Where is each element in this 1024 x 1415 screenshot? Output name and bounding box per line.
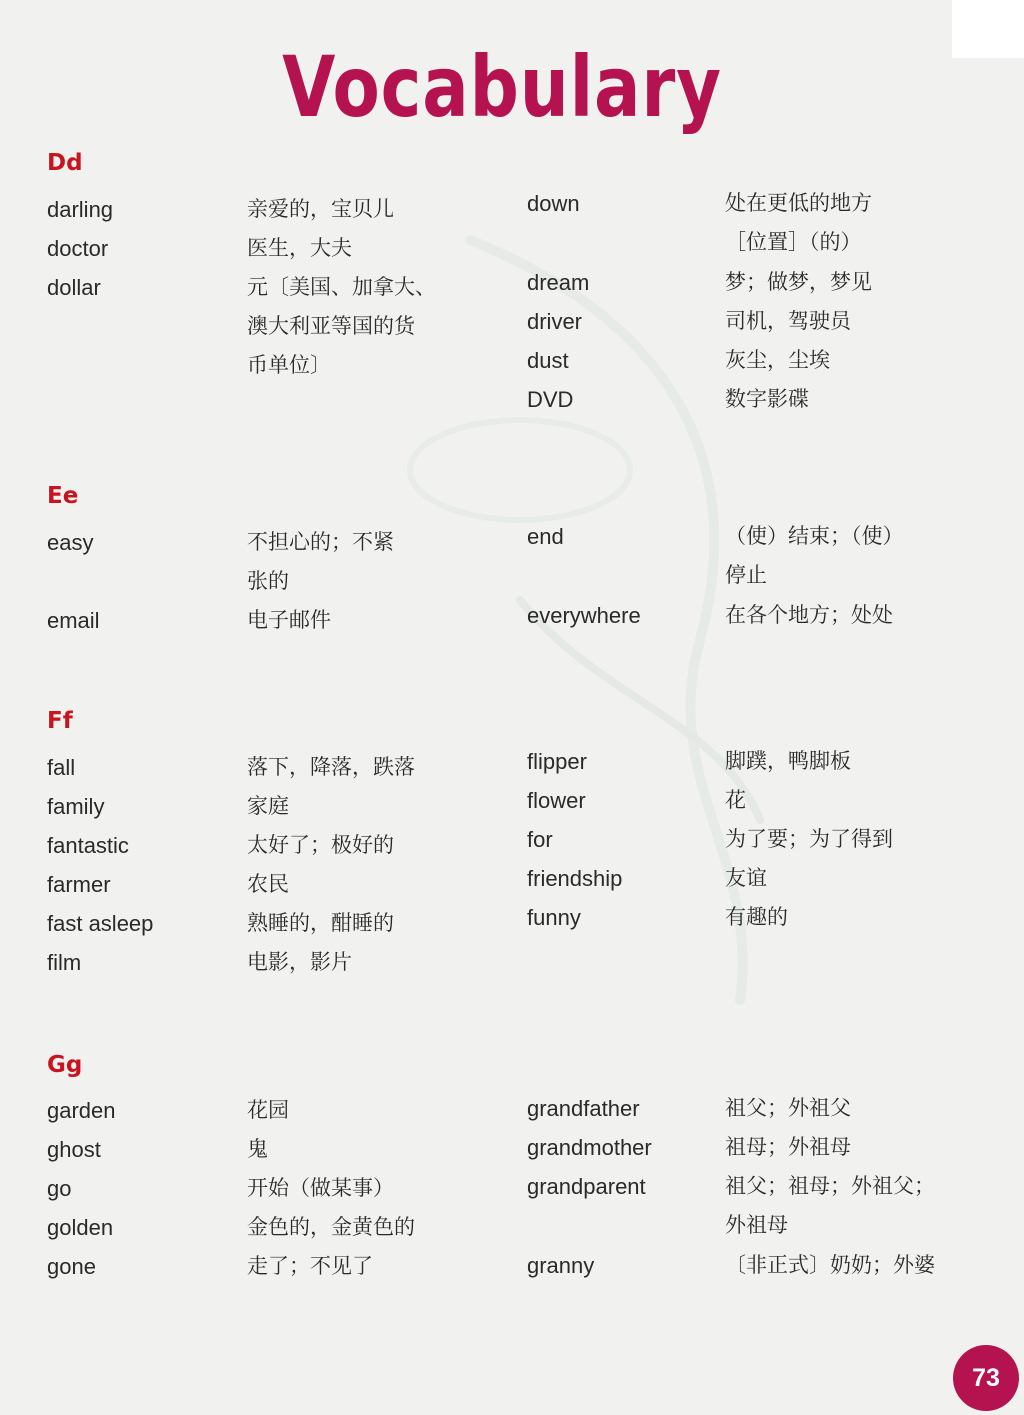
word: darling	[47, 197, 114, 222]
word: garden	[47, 1098, 116, 1123]
word: farmer	[47, 872, 111, 897]
word: funny	[527, 905, 581, 930]
word: friendship	[527, 866, 623, 891]
word: DVD	[527, 387, 574, 412]
meaning	[725, 596, 893, 635]
section-letter-e: Ee	[47, 483, 79, 509]
meaning	[247, 748, 415, 787]
meaning	[725, 302, 851, 341]
meaning-line: 元〔美国、加拿大、	[247, 275, 436, 299]
meaning-line: 脚蹼，鸭脚板	[725, 749, 851, 773]
word: grandfather	[527, 1096, 640, 1121]
meaning-line: 处在更低的地方	[725, 191, 872, 215]
meaning	[247, 904, 394, 943]
meaning	[247, 523, 394, 601]
meaning	[247, 229, 352, 268]
word: grandmother	[527, 1135, 652, 1160]
meaning-line: 太好了；极好的	[247, 833, 394, 857]
page-number-badge: 73	[953, 1345, 1019, 1411]
page-title: Vocabulary	[282, 38, 722, 136]
word: grandparent	[527, 1174, 646, 1199]
meaning-line: 张的	[247, 569, 289, 594]
meaning	[247, 268, 436, 386]
word: end	[527, 524, 564, 549]
meaning-line: 在各个地方；处处	[725, 603, 893, 627]
meaning-line: 梦；做梦，梦见	[725, 270, 872, 294]
word: dollar	[47, 275, 101, 300]
meaning-line: 落下，降落，跌落	[247, 755, 415, 779]
meaning-line: 亲爱的，宝贝儿	[247, 197, 394, 221]
meaning	[247, 1091, 289, 1130]
meaning	[725, 742, 851, 781]
meaning	[725, 517, 904, 595]
meaning	[725, 380, 809, 419]
meaning-line: 有趣的	[725, 905, 788, 929]
word: go	[47, 1176, 72, 1201]
meaning-line: 开始（做某事）	[247, 1176, 394, 1200]
word: driver	[527, 309, 583, 334]
meaning-line: 电影，影片	[247, 950, 352, 974]
page-corner	[952, 0, 1024, 58]
word: golden	[47, 1215, 114, 1240]
meaning	[247, 601, 331, 640]
word: dream	[527, 270, 590, 295]
meaning	[725, 1167, 935, 1245]
meaning-line: 电子邮件	[247, 608, 331, 632]
meaning-line: 医生，大夫	[247, 236, 352, 260]
meaning	[247, 190, 394, 229]
meaning	[725, 341, 830, 380]
meaning-line: 祖父；外祖父	[725, 1096, 851, 1120]
meaning-line: 金色的，金黄色的	[247, 1215, 415, 1239]
meaning	[725, 184, 872, 262]
meaning-line: 不担心的；不紧	[247, 530, 394, 554]
word: granny	[527, 1253, 595, 1278]
meaning-line: 灰尘，尘埃	[725, 348, 830, 372]
meaning-line: 澳大利亚等国的货	[247, 314, 415, 339]
word: email	[47, 608, 100, 633]
meaning-line: 币单位〕	[247, 353, 331, 378]
meaning	[247, 1169, 394, 1208]
meaning	[247, 1247, 373, 1286]
meaning	[247, 826, 394, 865]
meaning	[725, 1089, 851, 1128]
meaning-line: 熟睡的，酣睡的	[247, 911, 394, 935]
meaning	[247, 865, 289, 904]
word: fantastic	[47, 833, 129, 858]
section-letter-f: Ff	[47, 708, 73, 734]
meaning-line: 家庭	[247, 794, 289, 818]
meaning	[725, 1128, 851, 1167]
word: everywhere	[527, 603, 641, 628]
section-letter-g: Gg	[47, 1052, 83, 1078]
word: film	[47, 950, 82, 975]
meaning	[247, 1208, 415, 1247]
word: gone	[47, 1254, 96, 1279]
meaning-line: 司机，驾驶员	[725, 309, 851, 333]
meaning-line: 〔非正式〕奶奶；外婆	[725, 1253, 935, 1277]
meaning-line: 外祖母	[725, 1213, 788, 1238]
meaning-line: 祖父；祖母；外祖父；	[725, 1174, 935, 1198]
word: flower	[527, 788, 586, 813]
meaning-line: 走了；不见了	[247, 1254, 373, 1278]
word: ghost	[47, 1137, 101, 1162]
meaning	[247, 943, 352, 982]
meaning-line: 数字影碟	[725, 387, 809, 411]
word: flipper	[527, 749, 587, 774]
meaning-line: 鬼	[247, 1137, 268, 1161]
word: fall	[47, 755, 76, 780]
meaning	[725, 820, 893, 859]
word: fast asleep	[47, 911, 154, 936]
meaning	[725, 898, 788, 937]
meaning-line: 花园	[247, 1098, 289, 1122]
word: doctor	[47, 236, 109, 261]
meaning-line: 停止	[725, 563, 767, 588]
meaning	[725, 781, 746, 820]
word: easy	[47, 530, 94, 555]
meaning	[247, 787, 289, 826]
meaning-line: 农民	[247, 872, 289, 896]
meaning	[725, 1246, 935, 1285]
meaning-line: 祖母；外祖母	[725, 1135, 851, 1159]
meaning-line: 花	[725, 788, 746, 812]
meaning	[725, 859, 767, 898]
word: for	[527, 827, 553, 852]
word: dust	[527, 348, 569, 373]
section-letter-d: Dd	[47, 150, 83, 176]
meaning	[725, 263, 872, 302]
meaning-line: 为了要；为了得到	[725, 827, 893, 851]
meaning-line: （使）结束；（使）	[725, 524, 904, 548]
word: down	[527, 191, 580, 216]
word: family	[47, 794, 105, 819]
meaning-line: ［位置］（的）	[725, 230, 862, 255]
meaning	[247, 1130, 268, 1169]
meaning-line: 友谊	[725, 866, 767, 890]
